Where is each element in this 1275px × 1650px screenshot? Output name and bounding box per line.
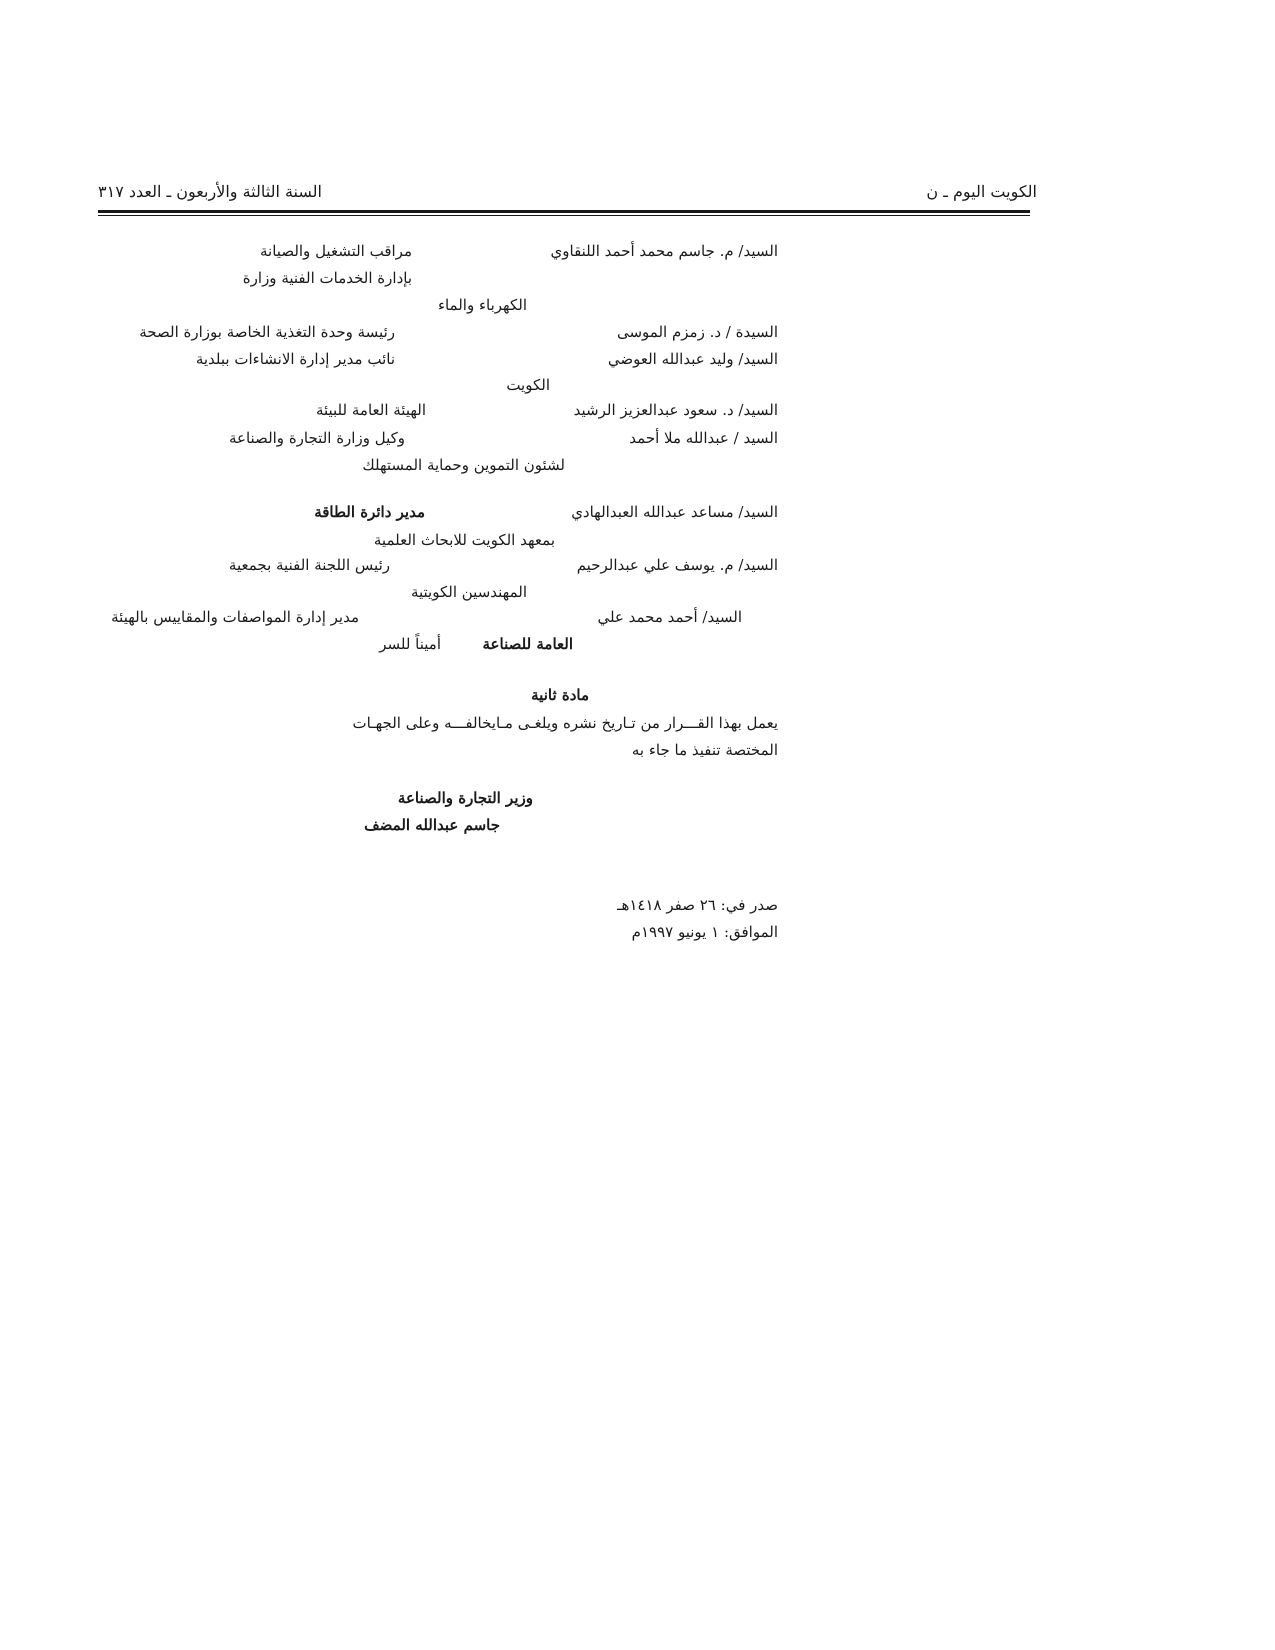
member-name: السيد/ د. سعود عبدالعزيز الرشيد [573,401,778,419]
member-name: السيد/ م. جاسم محمد أحمد اللنقاوي [550,242,778,260]
issue-date-gregorian: الموافق: ١ يونيو ١٩٩٧م [631,923,778,941]
member-title: بمعهد الكويت للابحاث العلمية [373,531,555,549]
header-rule-thin [98,215,1030,216]
member-title: بإدارة الخدمات الفنية وزارة [242,269,412,287]
member-role: أميناً للسر [379,635,441,653]
publication-name: الكويت اليوم ـ ن [926,182,1037,201]
minister-title: وزير التجارة والصناعة [397,789,533,807]
member-title: رئيس اللجنة الفنية بجمعية [228,556,390,574]
member-title: نائب مدير إدارة الانشاءات ببلدية [195,350,395,368]
member-name: السيد / عبدالله ملا أحمد [629,429,778,447]
member-name: السيد/ مساعد عبدالله العبدالهادي [571,503,778,521]
member-title: العامة للصناعة [482,635,573,653]
member-title: لشئون التموين وحماية المستهلك [362,456,565,474]
member-title: مدير دائرة الطاقة [314,503,425,521]
minister-name: جاسم عبدالله المضف [364,816,500,834]
issue-date-hijri: صدر في: ٢٦ صفر ١٤١٨هـ [617,896,778,914]
member-name: السيدة / د. زمزم الموسى [616,323,778,341]
article-heading: مادة ثانية [531,686,589,704]
member-title: المهندسين الكويتية [410,583,527,601]
member-name: السيد/ وليد عبدالله العوضي [607,350,778,368]
member-name: السيد/ أحمد محمد علي [597,608,742,626]
member-title: الكويت [506,376,550,394]
member-title: الهيئة العامة للبيئة [315,401,426,419]
member-title: مراقب التشغيل والصيانة [260,242,412,260]
article-line: المختصة تنفيذ ما جاء به [631,741,778,759]
member-title: رئيسة وحدة التغذية الخاصة بوزارة الصحة [139,323,395,341]
article-line: يعمل بهذا القـــرار من تـاريخ نشره ويلغـى مـايخالفـــه وعلى الجهـات [352,714,778,732]
member-title: الكهرباء والماء [437,296,527,314]
member-name: السيد/ م. يوسف علي عبدالرحيم [576,556,778,574]
member-title: وكيل وزارة التجارة والصناعة [228,429,405,447]
issue-info: السنة الثالثة والأربعون ـ العدد ٣١٧ [98,182,322,201]
header-rule [98,210,1030,213]
member-title: مدير إدارة المواصفات والمقاييس بالهيئة [111,608,359,626]
